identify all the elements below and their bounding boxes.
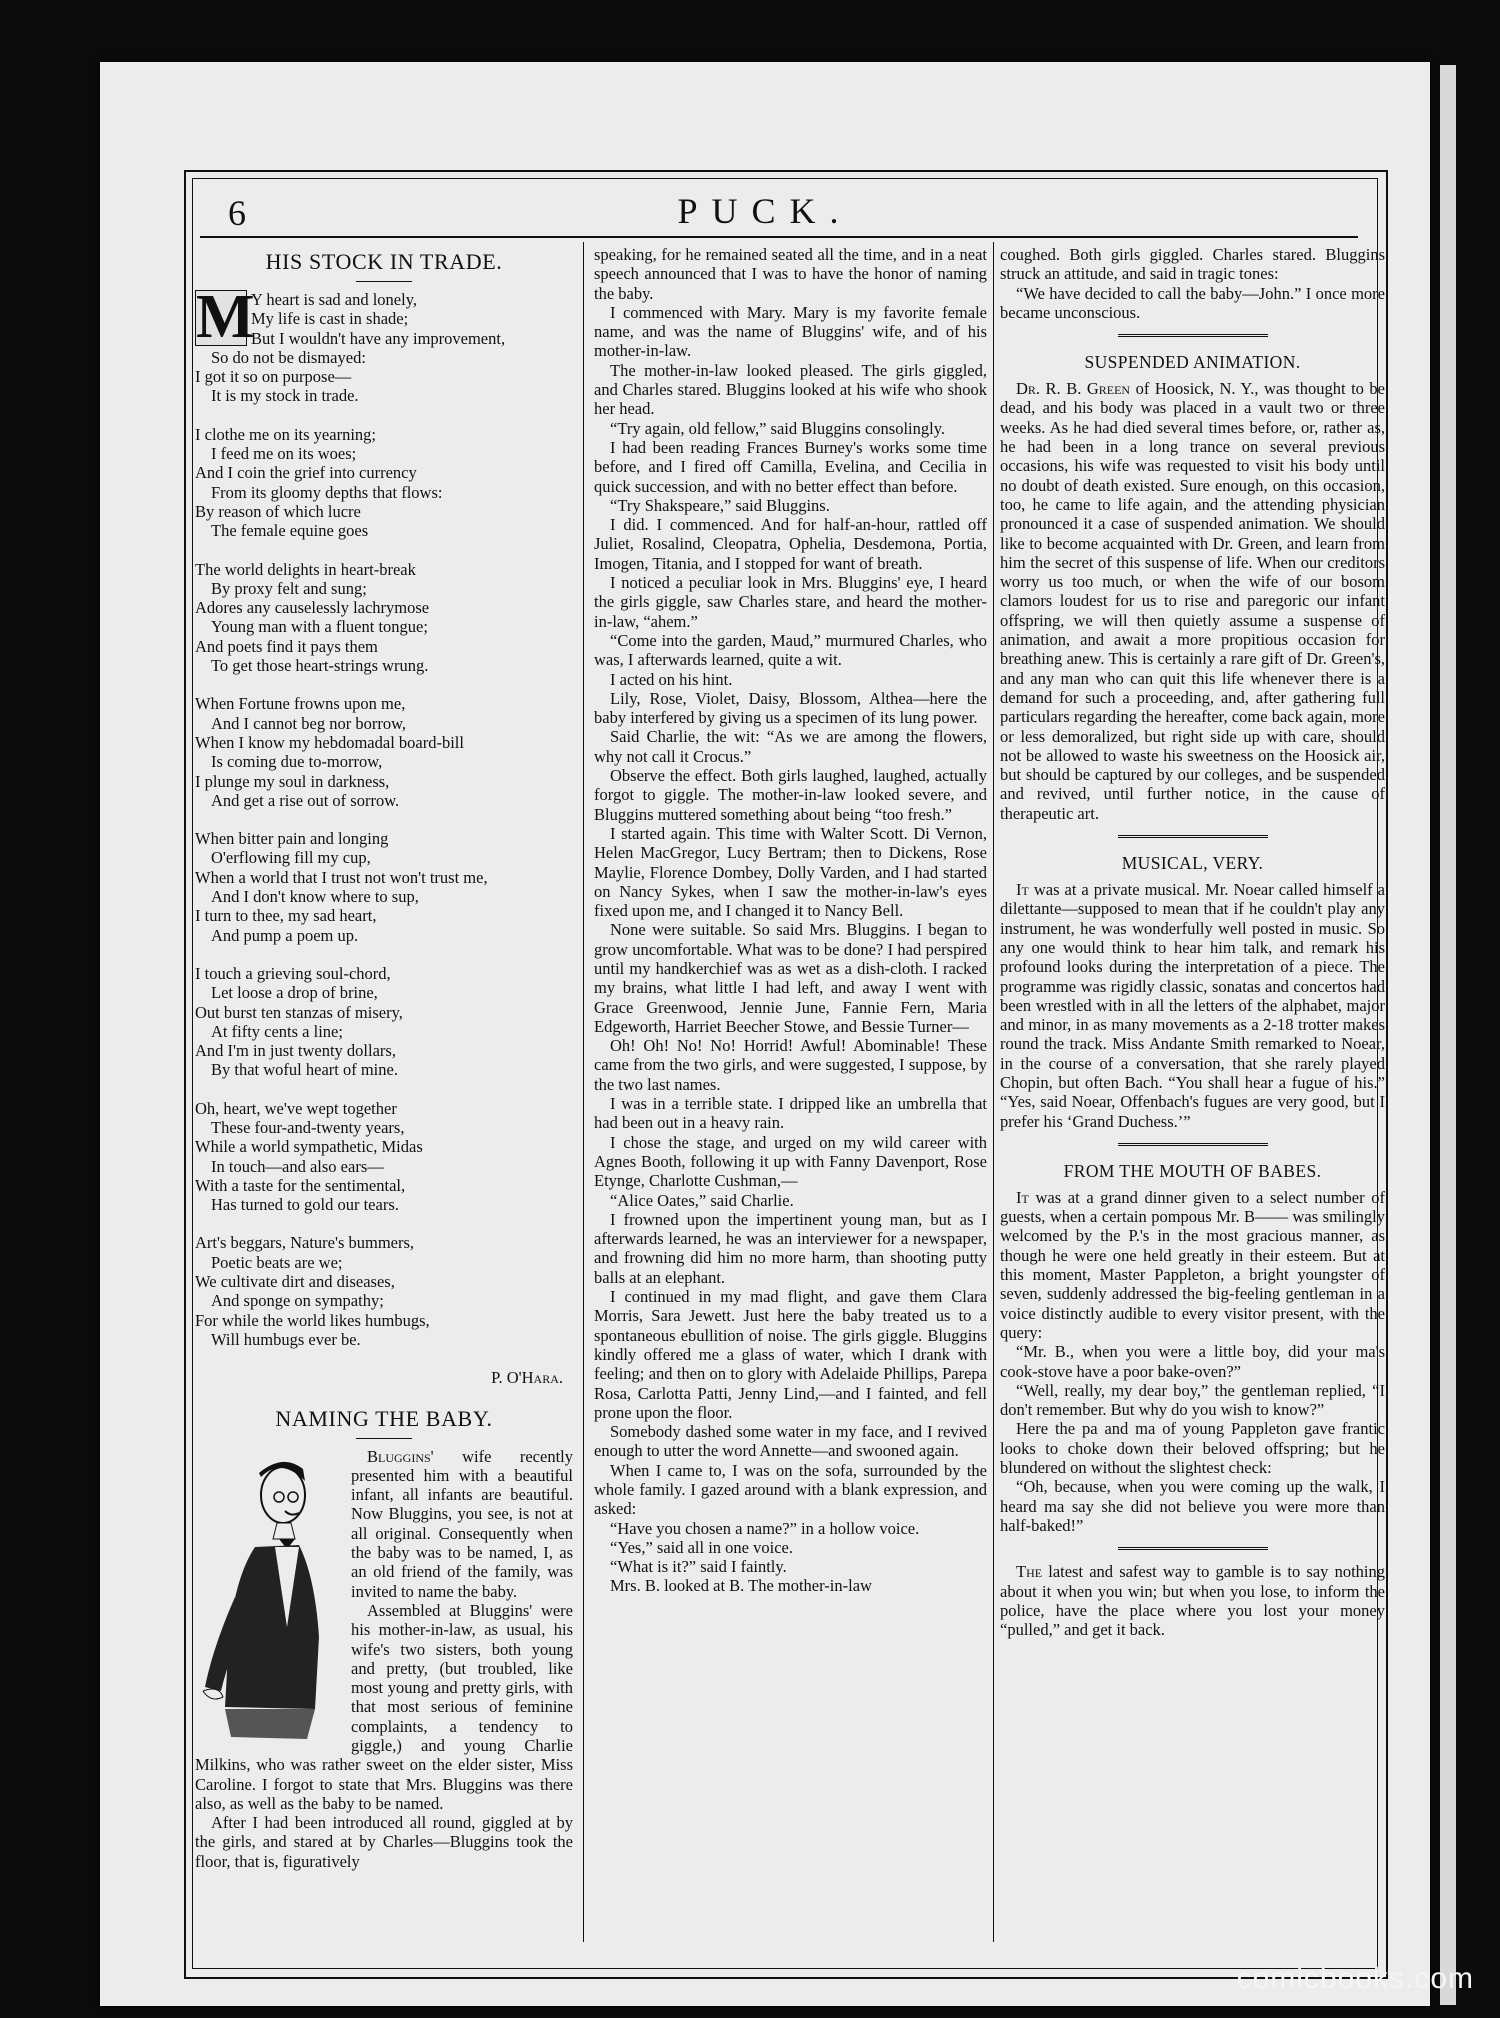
article-lead: The (1016, 1562, 1043, 1582)
story-paragraph: “Mr. B., when you were a little boy, did your ma's cook-stove have a poor bake-oven?” (1000, 1342, 1385, 1381)
story-paragraph: I did. I commenced. And for half-an-hour, rattled off Juliet, Rosalind, Cleopatra, Ophelia, Desdemona, Portia, Imogen, Titania, and I stopped for want of breath. (594, 515, 987, 573)
article-text: was at a grand dinner given to a select number of guests, when a certain pompous Mr. B—— was smilingly welcomed by the P.'s in the most gracious manner, as though he were one held greatly in their esteem. But at this moment, Master Pappleton, a bright youngster of seven, suddenly addressed the big-feeling gentleman in a voice distinctly audible to every visitor present, with the query: (1000, 1187, 1385, 1342)
watermark: comicbooks.com (1236, 1962, 1474, 1995)
story-title: NAMING THE BABY. (275, 1405, 493, 1431)
poem-stanza (195, 283, 573, 406)
poem-line: And get a rise out of sorrow. (211, 790, 400, 810)
poem-line: I feed me on its woes; (211, 444, 357, 464)
story-paragraph: I chose the stage, and urged on my wild career with Agnes Booth, following it up with Fanny Davenport, Rose Etynge, Charlotte Cushman,— (594, 1132, 987, 1191)
poem-line: Art's beggars, Nature's bummers, (195, 1233, 415, 1253)
poem-line: Poetic beats are we; (211, 1252, 343, 1272)
masthead-title: PUCK. (677, 191, 853, 231)
poem-line: From its gloomy depths that flows: (211, 482, 443, 502)
poem-line: And sponge on sympathy; (211, 1291, 384, 1311)
story-paragraph: I acted on his hint. (610, 669, 733, 689)
story-paragraph: wife recently presented him with a beautiful infant, all infants are beautiful. Now Bluggins, you see, is not at all original. Consequently when the baby was to be named, I, as an old friend of the family, was invited to name the baby. (351, 1446, 573, 1601)
story-paragraph: “Try again, old fellow,” said Bluggins consolingly. (610, 418, 946, 438)
story-paragraph: Somebody dashed some water in my face, and I revived enough to utter the word Annette—and swooned again. (594, 1422, 987, 1461)
poem-line: And poets find it pays them (195, 636, 378, 656)
poem-stanza (195, 1233, 573, 1349)
column-divider (583, 242, 584, 1942)
story-paragraph: After I had been introduced all round, giggled at by the girls, and stared at by Charles—Bluggins took the floor, that is, figuratively (195, 1813, 573, 1871)
poem-signature: P. O'Hara. (491, 1368, 563, 1388)
article-text: was at a private musical. Mr. Noear called himself a dilettante—supposed to mean that if he couldn't play any instrument, he was wonderfully well posted in music. So any one would think to hear him talk, and remark his profound looks during the interpretation of a piece. The programme was rigidly classic, sonatas and concertos had been wrestled with in all the letters of the alphabet, major and minor, in as many movements as a 2-18 trotter makes round the track. Miss Andante Smith remarked to Noear, in the course of a conversation, that she rarely played Chopin, but often Bach. “You shall hear a fugue of his.” “Yes, said Noear, Offenbach's fugues are very good, but I prefer his ‘Grand Duchess.’” (1000, 880, 1385, 1131)
poem-line: Has turned to gold our tears. (211, 1195, 399, 1215)
poem-line: Y heart is sad and lonely, (251, 290, 418, 309)
poem-line: And pump a poem up. (211, 925, 359, 945)
story-paragraph: I started again. This time with Walter Scott. Di Vernon, Helen MacGregor, Lucy Bertram; then to Dickens, Rose Maylie, Florence Dombey, Dolly Varden, and I had started on Nancy Sykes, when I saw the mother-in-law's eyes fixed upon me, and I changed it to Nancy Bell. (594, 823, 987, 921)
poem-line: Will humbugs ever be. (211, 1329, 361, 1349)
poem-line: To get those heart-strings wrung. (211, 656, 429, 676)
column-divider (993, 242, 994, 1942)
closing-paragraph (1000, 1562, 1385, 1639)
story-paragraph: “Come into the garden, Maud,” murmured Charles, who was, I afterwards learned, quite a wit. (594, 630, 987, 670)
story-paragraph: Here the pa and ma of young Pappleton gave frantic looks to choke down their beloved offspring; but he blundered on without the slightest check: (1000, 1419, 1385, 1478)
section-title-suspended-animation: SUSPENDED ANIMATION. (1084, 352, 1301, 373)
story-paragraph: coughed. Both girls giggled. Charles stared. Bluggins struck an attitude, and said in tragic tones: (1000, 245, 1385, 284)
poem-line: It is my stock in trade. (211, 386, 359, 406)
column-left (195, 245, 573, 1871)
story-paragraph: “Have you chosen a name?” in a hollow voice. (610, 1518, 920, 1538)
title-rule (356, 281, 412, 282)
section-separator (1118, 835, 1268, 838)
poem-line: I plunge my soul in darkness, (195, 771, 390, 791)
poem-line: When a world that I trust not won't trust me, (195, 867, 488, 887)
poem-line: And I cannot beg nor borrow, (211, 713, 407, 733)
poem-stanza (195, 694, 573, 810)
column-right (1000, 245, 1385, 1639)
article-from-the-mouth-of-babes (1000, 1188, 1385, 1342)
poem-stanza (195, 1099, 573, 1215)
poem-line: When Fortune frowns upon me, (195, 694, 406, 714)
poem-line: For while the world likes humbugs, (195, 1310, 430, 1330)
story-paragraph: Oh! Oh! No! No! Horrid! Awful! Abominable! These came from the two girls, and were suggested, I suppose, by the two last names. (594, 1036, 987, 1094)
poem-stanza (195, 964, 573, 1080)
poem-line: O'erflowing fill my cup, (211, 848, 371, 868)
page-spine (1440, 65, 1456, 2005)
story-paragraph: The mother-in-law looked pleased. The girls giggled, and Charles stared. Bluggins looked at his wife who shook her head. (594, 360, 987, 419)
story-paragraph: I frowned upon the impertinent young man, but as I afterwards learned, he was an interviewer for a newspaper, and frowning did him no more harm, than shooting putty balls at an elephant. (594, 1209, 987, 1287)
poem-line: Out burst ten stanzas of misery, (195, 1002, 403, 1022)
story-paragraph: “Try Shakspeare,” said Bluggins. (610, 495, 830, 515)
poem-line: Adores any causelessly lachrymose (195, 598, 430, 618)
poem-line: At fifty cents a line; (211, 1021, 343, 1041)
poem-line: My life is cast in shade; (251, 309, 409, 329)
poem-line: I got it so on purpose— (195, 367, 352, 387)
section-separator (1118, 334, 1268, 337)
gentleman-illustration (195, 1447, 347, 1747)
drop-cap: M (196, 283, 255, 351)
story-paragraph: “We have decided to call the baby—John.” I once more became unconscious. (1000, 283, 1385, 322)
article-lead: It (1016, 1187, 1029, 1207)
story-paragraph: Observe the effect. Both girls laughed, laughed, actually forgot to giggle. The mother-in-law looked severe, and Bluggins muttered something about being “too fresh.” (594, 766, 987, 824)
column-middle (594, 245, 987, 1596)
story-paragraph: I continued in my mad flight, and gave them Clara Morris, Sara Jewett. Just here the baby treated us to a spontaneous ebullition of noise. The girls giggle. Bluggins kindly offered me a glass of water, which I drank with feeling; and then on to glory with Adelaide Phillips, Parepa Rosa, Carlotta Patti, Jenny Lind,—and I fainted, and fell prone upon the floor. (594, 1287, 987, 1422)
story-paragraph: “Alice Oates,” said Charlie. (610, 1190, 794, 1210)
poem-line: With a taste for the sentimental, (195, 1175, 406, 1195)
section-separator (1118, 1143, 1268, 1146)
poem-line: When I know my hebdomadal board-bill (195, 732, 464, 752)
page-sheet (100, 62, 1430, 2006)
story-paragraph: “Oh, because, when you were coming up the walk, I heard ma say she did not believe you were more than half-baked!” (1000, 1477, 1385, 1535)
section-title-from-the-mouth-of-babes: FROM THE MOUTH OF BABES. (1063, 1160, 1322, 1181)
article-lead: Dr. R. B. Green (1016, 379, 1131, 399)
poem-line: And I don't know where to sup, (211, 887, 419, 907)
story-paragraph: When I came to, I was on the sofa, surrounded by the whole family. I gazed around with a blank expression, and asked: (594, 1460, 987, 1519)
section-title-musical-very: MUSICAL, VERY. (1121, 853, 1264, 874)
poem-line: The world delights in heart-break (195, 559, 416, 579)
poem-line: While a world sympathetic, Midas (195, 1137, 423, 1157)
article-suspended-animation (1000, 379, 1385, 823)
poem-line: We cultivate dirt and diseases, (195, 1272, 395, 1292)
section-separator (1118, 1547, 1268, 1550)
story-paragraph: I was in a terrible state. I dripped like an umbrella that had been out in a heavy rain. (594, 1094, 987, 1133)
story-paragraph: I had been reading Frances Burney's works some time before, and I fired off Camilla, Evelina, and Cecilia in quick succession, and with no better effect than before. (594, 437, 987, 496)
article-text: latest and safest way to gamble is to say nothing about it when you win; but when you lose, to inform the police, have the place where you lost your money “pulled,” and get it back. (1000, 1562, 1385, 1640)
story-paragraph: I noticed a peculiar look in Mrs. Bluggins' eye, I heard the girls giggle, saw Charles stare, and heard the mother-in-law, “ahem.” (594, 573, 987, 631)
poem-line: I turn to thee, my sad heart, (195, 906, 377, 926)
poem-line: And I'm in just twenty dollars, (195, 1041, 396, 1061)
story-paragraph: None were suitable. So said Mrs. Bluggins. I began to grow uncomfortable. What was to be done? I had perspired until my handkerchief was as wet as a dish-cloth. I racked my brains, what little I had left, and away I went with Grace Greenwood, Jennie June, Fannie Fern, Maria Edgeworth, Harriet Beecher Stowe, and Bessie Turner— (594, 920, 987, 1036)
story-paragraph: “Well, really, my dear boy,” the gentleman replied, “I don't remember. But why do you wish to know?” (1000, 1380, 1385, 1420)
poem-line: Oh, heart, we've wept together (195, 1098, 397, 1118)
story-paragraph: Lily, Rose, Violet, Daisy, Blossom, Althea—here the baby interfered by giving us a specimen of its lung power. (594, 688, 987, 728)
poem-line: I clothe me on its yearning; (195, 424, 376, 444)
story-paragraph: I commenced with Mary. Mary is my favorite female name, and was the name of Bluggins' wife, and of his mother-in-law. (594, 302, 987, 361)
story-lead: Bluggins' (367, 1446, 434, 1466)
poem-his-stock-in-trade (195, 283, 573, 1349)
poem-line: Let loose a drop of brine, (211, 983, 378, 1003)
poem-line: By reason of which lucre (195, 501, 361, 521)
poem-line: I touch a grieving soul-chord, (195, 963, 391, 983)
story-paragraph: Assembled at Bluggins' were his mother-in-law, as usual, his wife's two sisters, both young and pretty, (but troubled, like most young and pretty girls, with that most serious of feminine complaints, a tendency to giggle,) and young Charlie Milkins, who was rather sweet on the elder sister, Miss Caroline. I forgot to state that Mrs. Bluggins was there also, as well as the baby to be named. (195, 1600, 573, 1813)
story-paragraph: “Yes,” said all in one voice. (610, 1537, 793, 1557)
story-paragraph: speaking, for he remained seated all the time, and in a neat speech announced that I was to have the honor of naming the baby. (594, 245, 987, 303)
poem-line: The female equine goes (211, 521, 369, 541)
story-paragraph: Mrs. B. looked at B. The mother-in-law (610, 1576, 872, 1596)
poem-line: Is coming due to-morrow, (211, 752, 383, 772)
poem-line: These four-and-twenty years, (211, 1117, 405, 1137)
poem-stanza (195, 560, 573, 676)
poem-line: By proxy felt and sung; (211, 578, 367, 598)
story-paragraph: Said Charlie, the wit: “As we are among the flowers, why not call it Crocus.” (594, 727, 987, 766)
poem-stanza (195, 425, 573, 541)
poem-stanza (195, 829, 573, 945)
title-rule (356, 1438, 412, 1439)
poem-line: When bitter pain and longing (195, 829, 389, 849)
story-paragraph: “What is it?” said I faintly. (610, 1557, 787, 1577)
article-musical-very (1000, 880, 1385, 1131)
poem-line: But I wouldn't have any improvement, (251, 328, 506, 348)
header-rule (200, 236, 1358, 238)
article-lead: It (1016, 880, 1029, 900)
poem-line: So do not be dismayed: (211, 347, 366, 367)
page-number: 6 (228, 193, 246, 233)
poem-line: And I coin the grief into currency (195, 463, 417, 483)
poem-line: In touch—and also ears— (211, 1156, 384, 1176)
poem-line: Young man with a fluent tongue; (211, 617, 428, 637)
article-text: of Hoosick, N. Y., was thought to be dead, and his body was placed in a vault two or three weeks. As he had died several times before, or, rather as, he had been in a long trance on several previous occasions, his wife was requested to visit his body until no doubt of death existed. Sure enough, on this occasion, too, he came to life again, and the attending physician pronounced it a case of suspended animation. We should like to become acquainted with Dr. Green, and learn from him the secret of this suspense of life. When our creditors worry us too much, or when the wife of our bosom clamors loudest for us to rise and paregoric our infant offspring, we will then quietly assume a suspense of animation, and await a more propitious occasion for breathing anew. This is certainly a rare gift of Dr. Green's, and any man who can quit this life whenever there is a demand for such a proceeding, and, after gathering full particulars regarding the hereafter, come back again, more or less demoralized, but right side up with care, should not be allowed to waste his sweetness on the Hoosick air, but should be captured by our colleges, and be suspended and revived, until further notice, in the cause of therapeutic art. (1000, 379, 1385, 823)
poem-line: By that woful heart of mine. (211, 1060, 398, 1080)
poem-title: HIS STOCK IN TRADE. (265, 249, 503, 274)
